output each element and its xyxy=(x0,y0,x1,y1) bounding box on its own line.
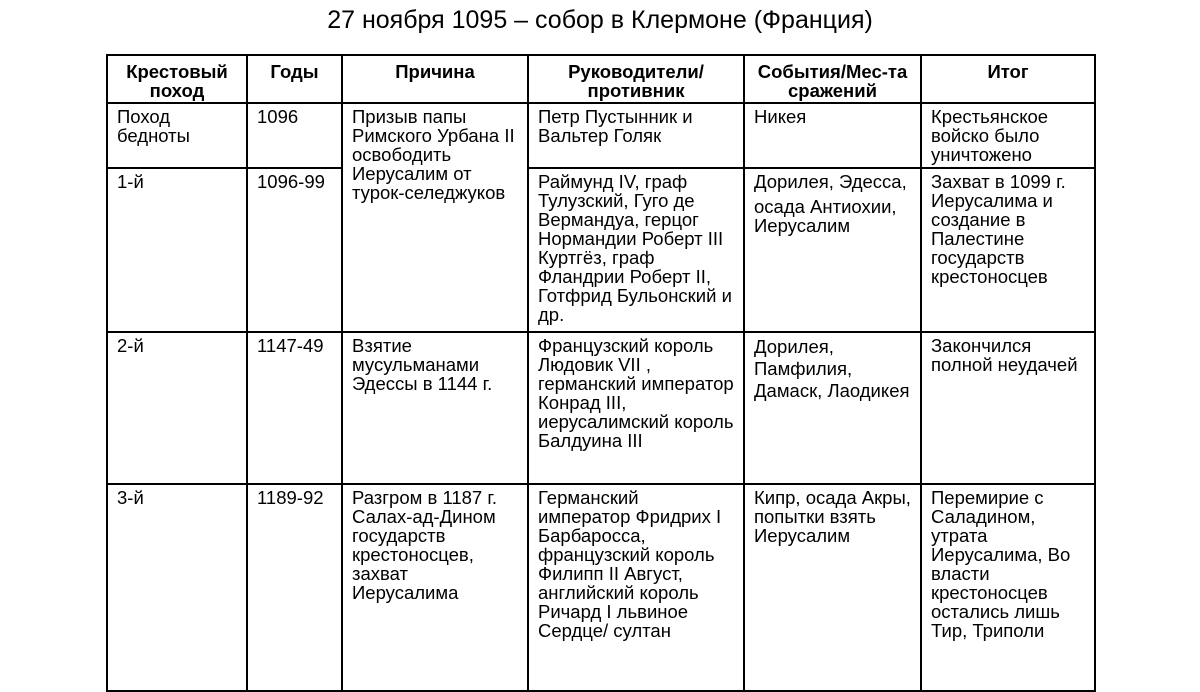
header-result: Итог xyxy=(921,55,1095,103)
crusades-table xyxy=(106,54,1096,692)
cell-leaders: Французский король Людовик VII , германский император Конрад III, иерусалимский король Балдуина III xyxy=(528,332,744,484)
table-row xyxy=(107,168,1095,332)
header-leaders: Руководители/ противник xyxy=(528,55,744,103)
events-line: осада Антиохии, Иерусалим xyxy=(754,196,897,236)
cell-campaign: 2-й xyxy=(107,332,247,484)
cell-years: 1189-92 xyxy=(247,484,342,691)
cell-result: Крестьянское войско было уничтожено xyxy=(921,103,1095,168)
table-row xyxy=(107,332,1095,484)
cell-campaign: Поход бедноты xyxy=(107,103,247,168)
cell-cause: Призыв папы Римского Урбана II освободить Иерусалим от турок-селеджуков xyxy=(342,103,528,332)
cell-events xyxy=(744,168,921,332)
cell-years: 1096-99 xyxy=(247,168,342,332)
page-title: 27 ноября 1095 – собор в Клермоне (Франция) xyxy=(327,6,873,34)
cell-years: 1147-49 xyxy=(247,332,342,484)
cell-result: Захват в 1099 г. Иерусалима и создание в Палестине государств крестоносцев xyxy=(921,168,1095,332)
cell-result: Перемирие с Саладином, утрата Иерусалима, Во власти крестоносцев остались лишь Тир, Триполи xyxy=(921,484,1095,691)
header-years: Годы xyxy=(247,55,342,103)
header-cause: Причина xyxy=(342,55,528,103)
cell-campaign: 1-й xyxy=(107,168,247,332)
cell-events: Никея xyxy=(744,103,921,168)
cell-leaders: Раймунд IV, граф Тулузский, Гуго де Вермандуа, герцог Нормандии Роберт III Куртгёз, граф Фландрии Роберт II, Готфрид Бульонский и др. xyxy=(528,168,744,332)
table-row xyxy=(107,484,1095,691)
cell-result: Закончился полной неудачей xyxy=(921,332,1095,484)
events-line: Дорилея, Эдесса, xyxy=(754,171,907,192)
header-campaign: Крестовый поход xyxy=(107,55,247,103)
table-row xyxy=(107,103,1095,168)
cell-leaders: Германский император Фридрих I Барбаросса, французский король Филипп II Август, английский король Ричард I львиное Сердце/ султан xyxy=(528,484,744,691)
cell-leaders: Петр Пустынник и Вальтер Голяк xyxy=(528,103,744,168)
cell-years: 1096 xyxy=(247,103,342,168)
cell-events: Дорилея, Памфилия, Дамаск, Лаодикея xyxy=(744,332,921,484)
cell-cause: Разгром в 1187 г. Салах-ад-Дином государств крестоносцев, захват Иерусалима xyxy=(342,484,528,691)
header-events: События/Мес-та сражений xyxy=(744,55,921,103)
table-header-row xyxy=(107,55,1095,103)
cell-campaign: 3-й xyxy=(107,484,247,691)
cell-events: Кипр, осада Акры, попытки взять Иерусалим xyxy=(744,484,921,691)
cell-cause: Взятие мусульманами Эдессы в 1144 г. xyxy=(342,332,528,484)
